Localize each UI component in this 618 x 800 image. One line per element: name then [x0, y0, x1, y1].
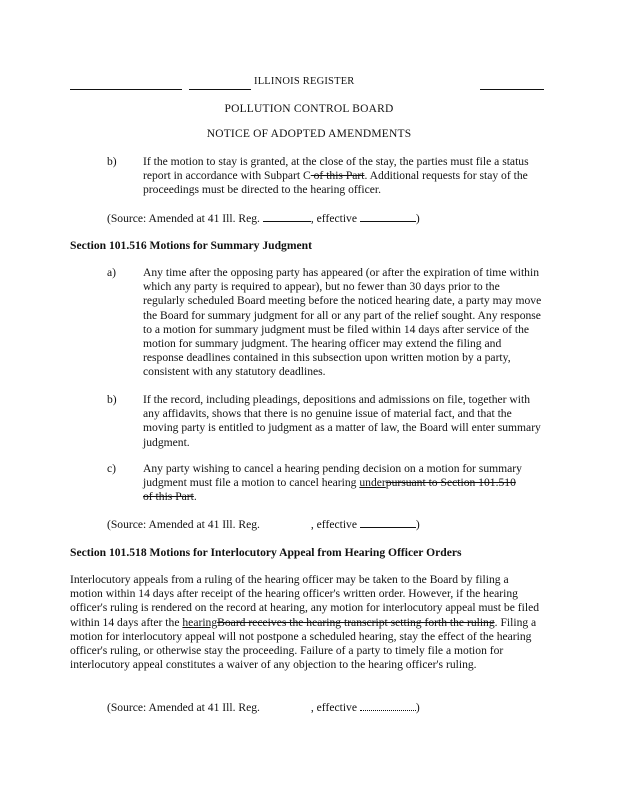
- section-518-text: [70, 573, 544, 672]
- source-1-reg-blank: [263, 211, 311, 222]
- source-1-close: ): [415, 212, 420, 225]
- section-516-heading: Section 101.516 Motions for Summary Judgment: [70, 239, 312, 252]
- source-2-effective: , effective: [310, 518, 357, 531]
- header-rule-left: [70, 89, 182, 90]
- header-rule-right: [480, 89, 544, 90]
- section-518-struck: Board receives the hearing transcript setting forth the ruling: [217, 615, 495, 629]
- source-3-close: ): [415, 701, 420, 714]
- header-register: ILLINOIS REGISTER: [254, 76, 355, 87]
- section-516-a-text: Any time after the opposing party has appeared (or after the expiration of time within which any party is required to appear), but no fewer than 30 days prior to the regularly scheduled Board meeting before the noticed hearing date, a party may move the Board for summary judgment for all or any part of the relief sought. Any response to a motion for summary judgment must be filed within 14 days after service of the motion for summary judgment. The hearing officer may extend the filing and response deadlines contained in this subsection upon written motion by a party, consistent with any statutory deadlines.: [143, 266, 542, 379]
- source-1-prefix: (Source: Amended at 41 Ill. Reg.: [107, 212, 260, 225]
- section-516-a-label: a): [107, 266, 117, 279]
- source-3-date-blank: [360, 700, 416, 711]
- source-1-effective: , effective: [310, 212, 357, 225]
- section-516-c-text: [143, 462, 543, 505]
- section-516-b-text: If the record, including pleadings, depositions and admissions on file, together with any affidavits, shows that there is no genuine issue of material fact, and that the moving party is entitled to judgment as a matter of law, the Board will enter summary judgment.: [143, 393, 541, 449]
- item-b-top-label: b): [107, 155, 117, 168]
- section-518-heading: Section 101.518 Motions for Interlocutory Appeal from Hearing Officer Orders: [70, 546, 462, 559]
- item-b-top-struck: of this Part: [310, 169, 365, 183]
- header-board: POLLUTION CONTROL BOARD: [224, 103, 394, 115]
- section-518-text-2: . Filing a motion for interlocutory appeal will not postpone a scheduled hearing, stay the effect of the hearing officer's ruling, or otherwise stay the proceeding. Failure of a party to timely file a motion for interlocutory appeal constitutes a waiver of any objection to the hearing officer's ruling.: [70, 615, 537, 672]
- source-2-close: ): [415, 518, 420, 531]
- item-b-top-text: [143, 155, 543, 198]
- header-rule-mid: [189, 89, 251, 90]
- section-516-c-struck: of this Part: [143, 490, 194, 504]
- section-518-text-1: Interlocutory appeals from a ruling of the hearing officer may be taken to the Board by filing a motion within 14 days after receipt of the hearing officer's written order. However, if the hearing officer's ruling is rendered on the record at hearing, any motion for interlocutory appeal must be filed within 14 days after the: [70, 573, 540, 629]
- header-notice: NOTICE OF ADOPTED AMENDMENTS: [206, 128, 412, 140]
- section-516-b-label: b): [107, 393, 117, 406]
- source-1-date-blank: [360, 211, 416, 222]
- source-line-2: [107, 517, 420, 532]
- item-b-top-text-1: If the motion to stay is granted, at the close of the stay, the parties must file a status report in accordance with Subpart C: [143, 155, 529, 183]
- section-516-c-under: under: [359, 476, 386, 490]
- source-2-prefix: (Source: Amended at 41 Ill. Reg.: [107, 518, 260, 531]
- source-2-date-blank: [360, 517, 416, 528]
- section-516-c-text-1: Any party wishing to cancel a hearing pending decision on a motion for summary judgment must file a motion to cancel hearing: [143, 462, 522, 490]
- source-line-1: [107, 211, 420, 226]
- source-3-effective: , effective: [310, 701, 357, 714]
- section-518-under: hearing: [182, 615, 218, 629]
- section-516-c-text-2: pursuant to Section 101.510: [385, 476, 516, 490]
- source-line-3: [107, 700, 420, 715]
- source-3-prefix: (Source: Amended at 41 Ill. Reg.: [107, 701, 260, 714]
- item-b-top-text-2: . Additional requests for stay of the proceedings must be directed to the hearing officer.: [143, 169, 528, 197]
- section-516-c-label: c): [107, 462, 117, 475]
- section-516-c-text-3: .: [193, 490, 197, 504]
